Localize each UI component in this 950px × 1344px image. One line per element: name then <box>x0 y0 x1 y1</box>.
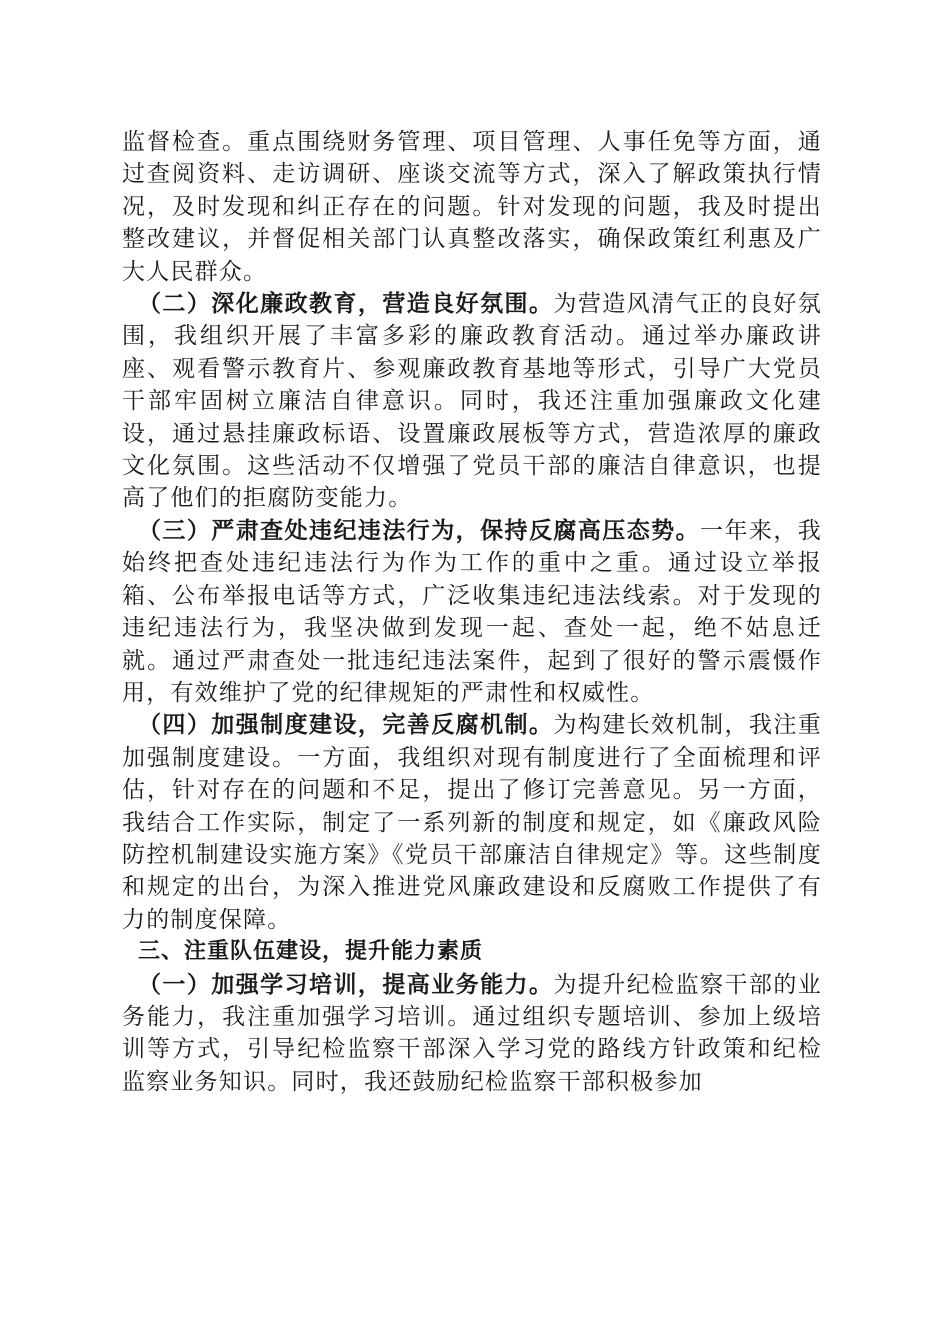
paragraph-institution-building <box>122 709 822 936</box>
subsection-heading: （一）加强学习培训，提高业务能力。 <box>138 970 554 998</box>
paragraph-text: 一年来，我始终把查处违纪违法行为作为工作的重中之重。通过设立举报箱、公布举报电话等方式，广泛收集违纪违法线索。对于发现的违纪违法行为，我坚决做到发现一起、查处一起，绝不姑息迁就。通过严肃查处一批违纪违法案件，起到了很好的警示震慑作用，有效维护了党的纪律规矩的严肃性和权威性。 <box>122 517 822 706</box>
subsection-heading: （三）严肃查处违纪违法行为，保持反腐高压态势。 <box>138 516 701 544</box>
subsection-heading: （二）深化廉政教育，营造良好氛围。 <box>138 290 554 318</box>
document-page <box>122 126 822 1098</box>
paragraph-text: 监督检查。重点围绕财务管理、项目管理、人事任免等方面，通过查阅资料、走访调研、座谈交流等方式，深入了解政策执行情况，及时发现和纠正存在的问题。针对发现的问题，我及时提出整改建议，并督促相关部门认真整改落实，确保政策红利惠及广大人民群众。 <box>122 129 822 285</box>
paragraph-investigation <box>122 515 822 709</box>
paragraph-text: 为提升纪检监察干部的业务能力，我注重加强学习培训。通过组织专题培训、参加上级培训等方式，引导纪检监察干部深入学习党的路线方针政策和纪检监察业务知识。同时，我还鼓励纪检监察干部积极参加 <box>122 971 823 1095</box>
section-heading: 三、注重队伍建设，提升能力素质 <box>138 939 484 965</box>
paragraph-text: 为构建长效机制，我注重加强制度建设。一方面，我组织对现有制度进行了全面梳理和评估，针对存在的问题和不足，提出了修订完善意见。另一方面，我结合工作实际，制定了一系列新的制度和规定，如《廉政风险防控机制建设实施方案》《党员干部廉洁自律规定》等。这些制度和规定的出台，为深入推进党风廉政建设和反腐败工作提供了有力的制度保障。 <box>122 712 823 933</box>
paragraph-supervision <box>122 126 822 288</box>
paragraph-training <box>122 969 822 1099</box>
paragraph-text: 为营造风清气正的良好氛围，我组织开展了丰富多彩的廉政教育活动。通过举办廉政讲座、观看警示教育片、参观廉政教育基地等形式，引导广大党员干部牢固树立廉洁自律意识。同时，我还注重加强廉政文化建设，通过悬挂廉政标语、设置廉政展板等方式，营造浓厚的廉政文化氛围。这些活动不仅增强了党员干部的廉洁自律意识，也提高了他们的拒腐防变能力。 <box>122 291 823 512</box>
subsection-heading: （四）加强制度建设，完善反腐机制。 <box>138 711 554 739</box>
paragraph-integrity-education <box>122 288 822 515</box>
